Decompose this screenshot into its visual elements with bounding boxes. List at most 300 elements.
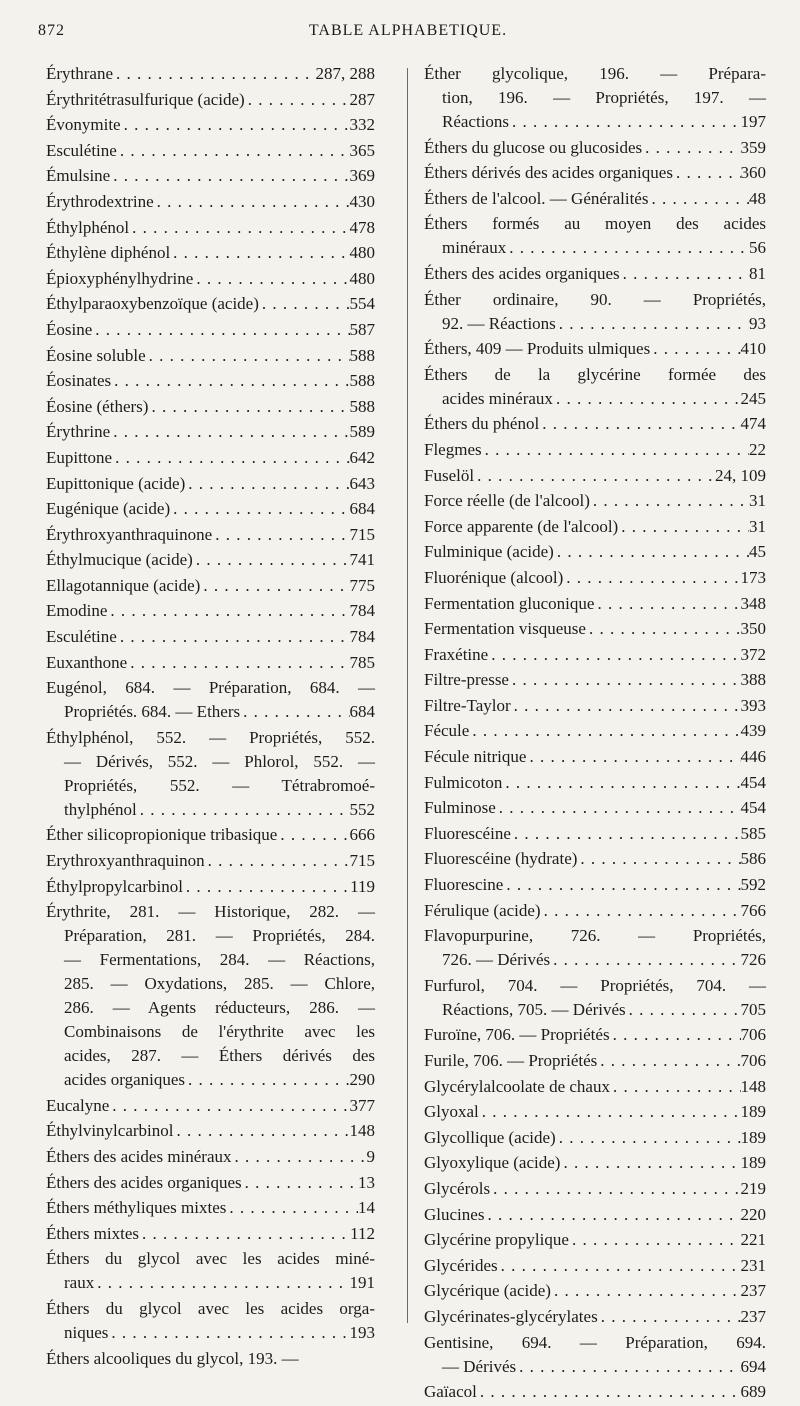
- entry-line: [424, 1151, 766, 1175]
- entry-line: [46, 420, 375, 444]
- entry-text: Fermentation gluconique: [424, 593, 595, 613]
- page-reference: 332: [349, 115, 375, 135]
- dot-leader: [577, 847, 740, 871]
- index-entry: [46, 599, 375, 623]
- entry-line: [424, 668, 766, 692]
- entry-line: [46, 1068, 375, 1092]
- dot-leader: [550, 948, 740, 972]
- index-entry: [424, 592, 766, 616]
- index-entry: [424, 540, 766, 564]
- dot-leader: [259, 292, 350, 316]
- entry-text: 286. — Agents réducteurs, 286. —: [64, 998, 375, 1018]
- entry-line: [46, 113, 375, 137]
- entry-line: [424, 745, 766, 769]
- entry-text: Esculétine: [46, 627, 117, 647]
- entry-text: Éthers des acides organiques: [46, 1172, 242, 1192]
- page-reference: 220: [740, 1204, 766, 1224]
- page-reference: 45: [749, 542, 766, 562]
- dot-leader: [117, 625, 350, 649]
- page-reference: 287: [349, 89, 375, 109]
- entry-text: Eupittone: [46, 447, 113, 467]
- dot-leader: [146, 344, 350, 368]
- dot-leader: [594, 592, 740, 616]
- entry-text: Furile, 706. — Propriétés: [424, 1051, 598, 1070]
- index-entry: [424, 668, 766, 692]
- entry-line: [46, 344, 375, 368]
- index-column-left: [46, 62, 375, 1372]
- dot-leader: [277, 823, 349, 847]
- entry-text: Réactions, 705. — Dérivés: [442, 999, 626, 1019]
- entry-text: Eugénol, 684. — Préparation, 684. —: [46, 678, 375, 698]
- index-entry: [424, 1126, 766, 1150]
- index-entry: [46, 113, 375, 137]
- entry-text: Éthylpropylcarbinol: [46, 876, 183, 896]
- dot-leader: [554, 540, 749, 564]
- page-reference: 237: [740, 1306, 766, 1326]
- entry-text: Éthers de l'alcool. — Généralités: [424, 188, 649, 208]
- page-reference: 478: [349, 217, 375, 237]
- entry-text: thylphénol: [64, 799, 137, 819]
- entry-text: Propriétés. 684. — Ethers: [64, 702, 241, 722]
- entry-text: Éosine: [46, 319, 93, 339]
- page-reference: 219: [740, 1178, 766, 1198]
- entry-line: [424, 1355, 766, 1379]
- entry-line: [46, 446, 375, 470]
- page-reference: 715: [349, 851, 375, 871]
- entry-line: [46, 292, 375, 316]
- entry-line: [424, 136, 766, 160]
- index-entry: [424, 1203, 766, 1227]
- entry-text: Éthers de la glycérine formée des: [424, 364, 766, 384]
- entry-line: [46, 139, 375, 163]
- entry-text: Flegmes: [424, 439, 482, 459]
- dot-leader: [154, 190, 350, 214]
- entry-text: Férulique (acide): [424, 900, 541, 920]
- entry-text: Éthylmucique (acide): [46, 550, 193, 570]
- index-entry: [46, 1347, 375, 1371]
- entry-line: [46, 1020, 375, 1044]
- page-reference: 173: [740, 567, 766, 587]
- page-reference: 193: [349, 1322, 375, 1342]
- entry-line: [46, 700, 375, 724]
- entry-line: [424, 847, 766, 871]
- entry-text: 726. — Dérivés: [442, 950, 551, 970]
- index-entry: [424, 822, 766, 846]
- page-reference: 785: [349, 652, 375, 672]
- entry-text: Éthers formés au moyen des acides: [424, 214, 766, 234]
- entry-line: [46, 318, 375, 342]
- entry-text: — Dérivés: [442, 1356, 517, 1376]
- dot-leader: [113, 62, 315, 86]
- dot-leader: [610, 1075, 741, 1099]
- page-reference: 31: [749, 491, 766, 511]
- entry-line: [424, 948, 766, 972]
- entry-text: Éthers alcooliques du glycol, 193. —: [46, 1348, 299, 1368]
- entry-line: [46, 497, 375, 521]
- entry-line: [46, 1347, 375, 1371]
- entry-line: [46, 900, 375, 924]
- entry-line: [46, 996, 375, 1020]
- dot-leader: [477, 1380, 741, 1404]
- index-entry: [424, 1049, 766, 1073]
- index-entry: [424, 337, 766, 361]
- entry-line: [424, 1228, 766, 1252]
- dot-leader: [598, 1305, 741, 1329]
- page-reference: 454: [740, 798, 766, 818]
- page-reference: 586: [740, 849, 766, 869]
- entry-line: [424, 337, 766, 361]
- page-reference: 191: [349, 1273, 375, 1293]
- dot-leader: [610, 1023, 741, 1047]
- page-reference: 148: [349, 1121, 375, 1141]
- index-entry: [424, 719, 766, 743]
- entry-text: Fulminique (acide): [424, 542, 554, 562]
- page-reference: 554: [349, 294, 375, 314]
- entry-text: Éthers mixtes: [46, 1223, 140, 1243]
- entry-line: [46, 1171, 375, 1195]
- entry-text: tion, 196. — Propriétés, 197. —: [442, 88, 766, 107]
- page-reference: 689: [740, 1382, 766, 1402]
- entry-text: Gentisine, 694. — Préparation, 694.: [424, 1332, 766, 1352]
- index-entry: [46, 497, 375, 521]
- dot-leader: [498, 1254, 741, 1278]
- entry-text: Eugénique (acide): [46, 499, 171, 519]
- entry-text: Éthers du phénol: [424, 414, 540, 434]
- index-entry: [46, 139, 375, 163]
- page-reference: 446: [740, 747, 766, 767]
- index-entry: [424, 1254, 766, 1278]
- entry-line: [46, 241, 375, 265]
- entry-text: raux: [64, 1273, 95, 1293]
- entry-line: [46, 823, 375, 847]
- entry-text: Fulmicoton: [424, 772, 503, 792]
- page-reference: 454: [740, 772, 766, 792]
- entry-text: acides, 287. — Éthers dérivés des: [64, 1046, 375, 1066]
- index-entry: [424, 617, 766, 641]
- entry-text: Eucalyne: [46, 1095, 110, 1115]
- index-entry: [46, 395, 375, 419]
- entry-line: [46, 1119, 375, 1143]
- entry-line: [46, 548, 375, 572]
- entry-text: Épioxyphénylhydrine: [46, 268, 194, 288]
- entry-line: [46, 164, 375, 188]
- page-reference: 24, 109: [715, 465, 766, 485]
- entry-line: [424, 1331, 766, 1355]
- page-reference: 221: [740, 1230, 766, 1250]
- column-divider: [407, 68, 408, 1323]
- entry-text: — Dérivés, 552. — Phlorol, 552. —: [64, 751, 375, 771]
- entry-text: Éthylvinylcarbinol: [46, 1121, 174, 1141]
- index-entry: [424, 212, 766, 260]
- entry-text: Évonymite: [46, 115, 121, 135]
- index-entry: [46, 1094, 375, 1118]
- page-reference: 588: [349, 345, 375, 365]
- page-reference: 231: [740, 1255, 766, 1275]
- entry-line: [46, 62, 375, 86]
- entry-text: Préparation, 281. — Propriétés, 284.: [64, 926, 375, 946]
- entry-text: Glyoxylique (acide): [424, 1153, 561, 1173]
- page-reference: 14: [358, 1198, 375, 1218]
- entry-text: Fluorescine: [424, 875, 504, 895]
- entry-line: [46, 216, 375, 240]
- page-reference: 480: [349, 268, 375, 288]
- page-reference: 706: [740, 1025, 766, 1045]
- page-reference: 784: [349, 601, 375, 621]
- entry-text: Fluorénique (alcool): [424, 567, 564, 587]
- entry-text: Fluorescéine: [424, 823, 511, 843]
- entry-line: [46, 972, 375, 996]
- page-reference: 588: [349, 396, 375, 416]
- entry-line: [46, 1222, 375, 1246]
- entry-line: [46, 750, 375, 774]
- entry-line: [424, 187, 766, 211]
- entry-line: [424, 86, 766, 110]
- dot-leader: [484, 1203, 740, 1227]
- entry-line: [424, 1023, 766, 1047]
- index-entry: [46, 216, 375, 240]
- dot-leader: [242, 1171, 358, 1195]
- entry-line: [46, 924, 375, 948]
- entry-line: [424, 592, 766, 616]
- dot-leader: [226, 1196, 358, 1220]
- entry-line: [424, 1203, 766, 1227]
- entry-line: [46, 1196, 375, 1220]
- entry-text: Emodine: [46, 601, 108, 621]
- index-entry: [424, 974, 766, 1022]
- page-reference: 585: [740, 823, 766, 843]
- entry-text: Érythrine: [46, 422, 111, 442]
- entry-text: minéraux: [442, 238, 507, 258]
- entry-text: Fuselöl: [424, 465, 475, 485]
- entry-text: Ellagotannique (acide): [46, 575, 201, 595]
- dot-leader: [185, 472, 349, 496]
- page-reference: 643: [349, 473, 375, 493]
- entry-line: [46, 875, 375, 899]
- entry-text: Fraxétine: [424, 644, 489, 664]
- page-reference: 388: [740, 670, 766, 690]
- dot-leader: [108, 1321, 349, 1345]
- index-entry: [46, 900, 375, 1092]
- index-entry: [424, 412, 766, 436]
- entry-text: Érythroxyanthraquinone: [46, 524, 213, 544]
- page-reference: 589: [349, 422, 375, 442]
- dot-leader: [618, 515, 749, 539]
- index-entry: [46, 823, 375, 847]
- page-reference: 642: [349, 447, 375, 467]
- entry-text: Émulsine: [46, 166, 111, 186]
- entry-line: [424, 212, 766, 236]
- entry-text: Érythrite, 281. — Historique, 282. —: [46, 902, 375, 922]
- dot-leader: [129, 216, 349, 240]
- entry-line: [46, 774, 375, 798]
- index-entry: [46, 849, 375, 873]
- dot-leader: [111, 369, 349, 393]
- page-reference: 706: [740, 1051, 766, 1070]
- page-reference: 588: [349, 371, 375, 391]
- dot-leader: [232, 1145, 367, 1169]
- index-entry: [424, 1228, 766, 1252]
- page-reference: 31: [749, 516, 766, 536]
- index-entry: [424, 136, 766, 160]
- dot-leader: [673, 161, 741, 185]
- index-entry: [46, 241, 375, 265]
- entry-line: [46, 395, 375, 419]
- entry-line: [424, 515, 766, 539]
- entry-line: [424, 110, 766, 134]
- entry-text: Éthers des acides organiques: [424, 263, 620, 283]
- index-entry: [424, 262, 766, 286]
- page-reference: 705: [740, 999, 766, 1019]
- entry-text: Fécule: [424, 721, 470, 741]
- dot-leader: [509, 668, 741, 692]
- entry-line: [424, 694, 766, 718]
- index-entry: [46, 651, 375, 675]
- entry-text: Euxanthone: [46, 652, 128, 672]
- index-entry: [424, 515, 766, 539]
- entry-line: [424, 412, 766, 436]
- entry-text: Glycérinates-glycérylates: [424, 1306, 598, 1326]
- dot-leader: [127, 651, 349, 675]
- entry-text: Érythritétrasulfurique (acide): [46, 89, 245, 109]
- entry-text: 92. — Réactions: [442, 313, 556, 333]
- entry-text: Propriétés, 552. — Tétrabromoé-: [64, 775, 375, 795]
- index-entry: [46, 62, 375, 86]
- entry-text: Glucines: [424, 1204, 485, 1224]
- entry-text: Fécule nitrique: [424, 747, 527, 767]
- entry-line: [424, 617, 766, 641]
- entry-line: [46, 472, 375, 496]
- index-entry: [424, 187, 766, 211]
- entry-line: [46, 88, 375, 112]
- entry-line: [424, 1049, 766, 1073]
- index-entry: [46, 1196, 375, 1220]
- entry-text: Réactions: [442, 112, 510, 131]
- page-reference: 439: [740, 721, 766, 741]
- entry-text: Éosinates: [46, 371, 112, 391]
- entry-text: Furoïne, 706. — Propriétés: [424, 1025, 610, 1045]
- dot-leader: [590, 489, 749, 513]
- entry-text: Éther silicopropionique tribasique: [46, 825, 278, 845]
- page-reference: 350: [740, 619, 766, 639]
- dot-leader: [541, 899, 741, 923]
- page-reference: 112: [350, 1223, 375, 1243]
- dot-leader: [586, 617, 741, 641]
- entry-line: [46, 798, 375, 822]
- page-reference: 784: [349, 627, 375, 647]
- page-reference: 245: [740, 388, 766, 408]
- entry-line: [46, 190, 375, 214]
- page-reference: 694: [740, 1356, 766, 1376]
- page-reference: 56: [749, 238, 766, 258]
- index-entry: [424, 847, 766, 871]
- dot-leader: [110, 420, 349, 444]
- entry-text: Glycollique (acide): [424, 1127, 556, 1147]
- index-entry: [424, 1380, 766, 1404]
- entry-line: [424, 262, 766, 286]
- entry-line: [46, 1247, 375, 1271]
- dot-leader: [170, 241, 349, 265]
- entry-line: [424, 161, 766, 185]
- entry-text: Éthylène diphénol: [46, 243, 171, 263]
- entry-line: [424, 1380, 766, 1404]
- index-entry: [46, 1222, 375, 1246]
- entry-text: Furfurol, 704. — Propriétés, 704. —: [424, 975, 766, 995]
- dot-leader: [245, 88, 350, 112]
- entry-text: Filtre-Taylor: [424, 695, 511, 715]
- page-reference: 393: [740, 695, 766, 715]
- dot-leader: [511, 694, 741, 718]
- entry-line: [46, 1145, 375, 1169]
- page-reference: 587: [349, 319, 375, 339]
- index-entry: [424, 1100, 766, 1124]
- page-reference: 13: [358, 1172, 375, 1192]
- entry-line: [424, 464, 766, 488]
- entry-text: Flavopurpurine, 726. — Propriétés,: [424, 926, 766, 946]
- dot-leader: [212, 523, 349, 547]
- entry-text: Éthers dérivés des acides organiques: [424, 163, 673, 183]
- dot-leader: [474, 464, 715, 488]
- page-reference: 359: [740, 137, 766, 157]
- entry-text: Éthers du glycol avec les acides orga-: [46, 1298, 375, 1318]
- entry-line: [424, 873, 766, 897]
- entry-line: [46, 1271, 375, 1295]
- dot-leader: [650, 337, 740, 361]
- dot-leader: [479, 1100, 741, 1124]
- index-entry: [424, 899, 766, 923]
- index-entry: [46, 369, 375, 393]
- dot-leader: [92, 318, 349, 342]
- dot-leader: [240, 700, 349, 724]
- entry-line: [424, 438, 766, 462]
- page-reference: 474: [740, 414, 766, 434]
- page-reference: 775: [349, 575, 375, 595]
- dot-leader: [488, 643, 740, 667]
- page-reference: 348: [740, 593, 766, 613]
- entry-text: Glyoxal: [424, 1102, 479, 1122]
- page-reference: 766: [740, 900, 766, 920]
- index-entry: [424, 873, 766, 897]
- page-reference: 189: [740, 1127, 766, 1147]
- index-entry: [424, 464, 766, 488]
- entry-text: Érythrane: [46, 64, 114, 83]
- dot-leader: [94, 1271, 349, 1295]
- page-reference: 189: [740, 1153, 766, 1173]
- index-entry: [46, 1145, 375, 1169]
- entry-text: Éthylphénol: [46, 217, 130, 237]
- entry-text: Éthylparaoxybenzoïque (acide): [46, 294, 259, 314]
- dot-leader: [648, 187, 749, 211]
- page-reference: 81: [749, 263, 766, 283]
- entry-line: [46, 1321, 375, 1345]
- index-entry: [46, 523, 375, 547]
- index-entry: [46, 1171, 375, 1195]
- dot-leader: [107, 599, 349, 623]
- entry-line: [46, 849, 375, 873]
- index-entry: [46, 875, 375, 899]
- dot-leader: [503, 873, 740, 897]
- index-entry: [424, 566, 766, 590]
- page-reference: 369: [349, 166, 375, 186]
- entry-text: Glycérides: [424, 1255, 498, 1275]
- entry-line: [424, 1177, 766, 1201]
- index-entry: [424, 363, 766, 411]
- dot-leader: [185, 1068, 349, 1092]
- dot-leader: [642, 136, 740, 160]
- entry-line: [424, 62, 766, 86]
- page-reference: 552: [349, 799, 375, 819]
- index-entry: [46, 574, 375, 598]
- dot-leader: [496, 796, 741, 820]
